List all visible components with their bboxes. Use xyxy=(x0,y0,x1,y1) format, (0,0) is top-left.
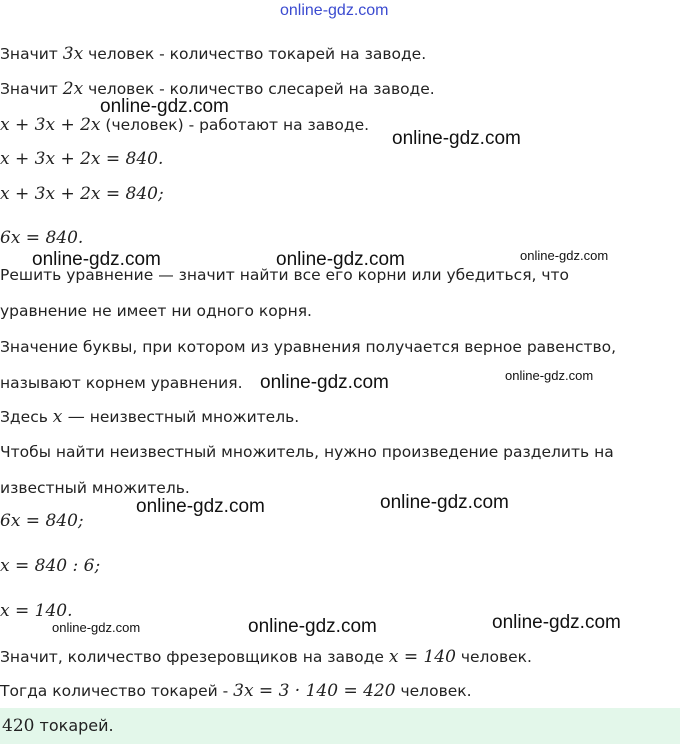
equation-line-15: x = 840 : 6; xyxy=(0,556,101,576)
equation-line-6: 6x = 840. xyxy=(0,228,84,248)
text-line-1 xyxy=(0,44,426,64)
watermark: online-gdz.com xyxy=(380,492,509,513)
text-line-12: Чтобы найти неизвестный множитель, нужно произведение разделить на xyxy=(0,443,614,461)
watermark: online-gdz.com xyxy=(276,249,405,270)
answer-box xyxy=(0,708,680,744)
text-line-7: Решить уравнение — значит найти все его корни или убедиться, что xyxy=(0,266,570,284)
text-line-8: уравнение не имеет ни одного корня. xyxy=(0,302,312,320)
answer-suffix: токарей. xyxy=(34,716,114,735)
text-line-9: Значение буквы, при котором из уравнения получается верное равенство, xyxy=(0,338,617,356)
watermark: online-gdz.com xyxy=(505,368,594,383)
answer-text xyxy=(2,716,114,736)
l17-math: x = 140 xyxy=(388,647,456,667)
equation-line-5: x + 3x + 2x = 840; xyxy=(0,184,164,204)
l2-math: 2x xyxy=(62,79,84,99)
watermark: online-gdz.com xyxy=(100,96,229,117)
l1-math: 3x xyxy=(62,44,84,64)
l11-math: x — xyxy=(52,407,85,427)
l11-prefix: Здесь xyxy=(0,408,53,426)
watermark: online-gdz.com xyxy=(136,496,265,517)
l18-suffix: человек. xyxy=(395,682,472,700)
l1-prefix: Значит xyxy=(0,45,63,63)
l2-suffix: человек - количество слесарей на заводе. xyxy=(83,80,435,98)
equation-line-14: 6x = 840; xyxy=(0,511,84,531)
watermark: online-gdz.com xyxy=(392,128,521,149)
watermark: online-gdz.com xyxy=(32,249,161,270)
l2-prefix: Значит xyxy=(0,80,63,98)
l17-suffix: человек. xyxy=(455,648,532,666)
watermark: online-gdz.com xyxy=(260,372,389,393)
l11-suffix: неизвестный множитель. xyxy=(84,408,300,426)
watermark: online-gdz.com xyxy=(248,616,377,637)
l17-prefix: Значит, количество фрезеровщиков на заводе xyxy=(0,648,389,666)
text-line-10: называют корнем уравнения. xyxy=(0,374,243,392)
text-line-17 xyxy=(0,647,532,667)
watermark: online-gdz.com xyxy=(492,612,621,633)
watermark: online-gdz.com xyxy=(52,620,141,635)
l18-prefix: Тогда количество токарей - xyxy=(0,682,234,700)
text-line-3 xyxy=(0,115,369,135)
equation-line-4: x + 3x + 2x = 840. xyxy=(0,149,164,169)
l3-suffix: (человек) - работают на заводе. xyxy=(100,116,370,134)
text-line-11 xyxy=(0,407,299,427)
header-watermark: online-gdz.com xyxy=(280,2,389,19)
text-line-18 xyxy=(0,681,472,701)
l18-math: 3x = 3 · 140 = 420 xyxy=(233,681,396,701)
answer-math: 420 xyxy=(2,716,35,736)
watermark: online-gdz.com xyxy=(520,248,609,263)
text-line-13: известный множитель. xyxy=(0,479,190,497)
equation-line-16: x = 140. xyxy=(0,601,73,621)
l1-suffix: человек - количество токарей на заводе. xyxy=(83,45,427,63)
l3-math: x + 3x + 2x xyxy=(0,115,101,135)
